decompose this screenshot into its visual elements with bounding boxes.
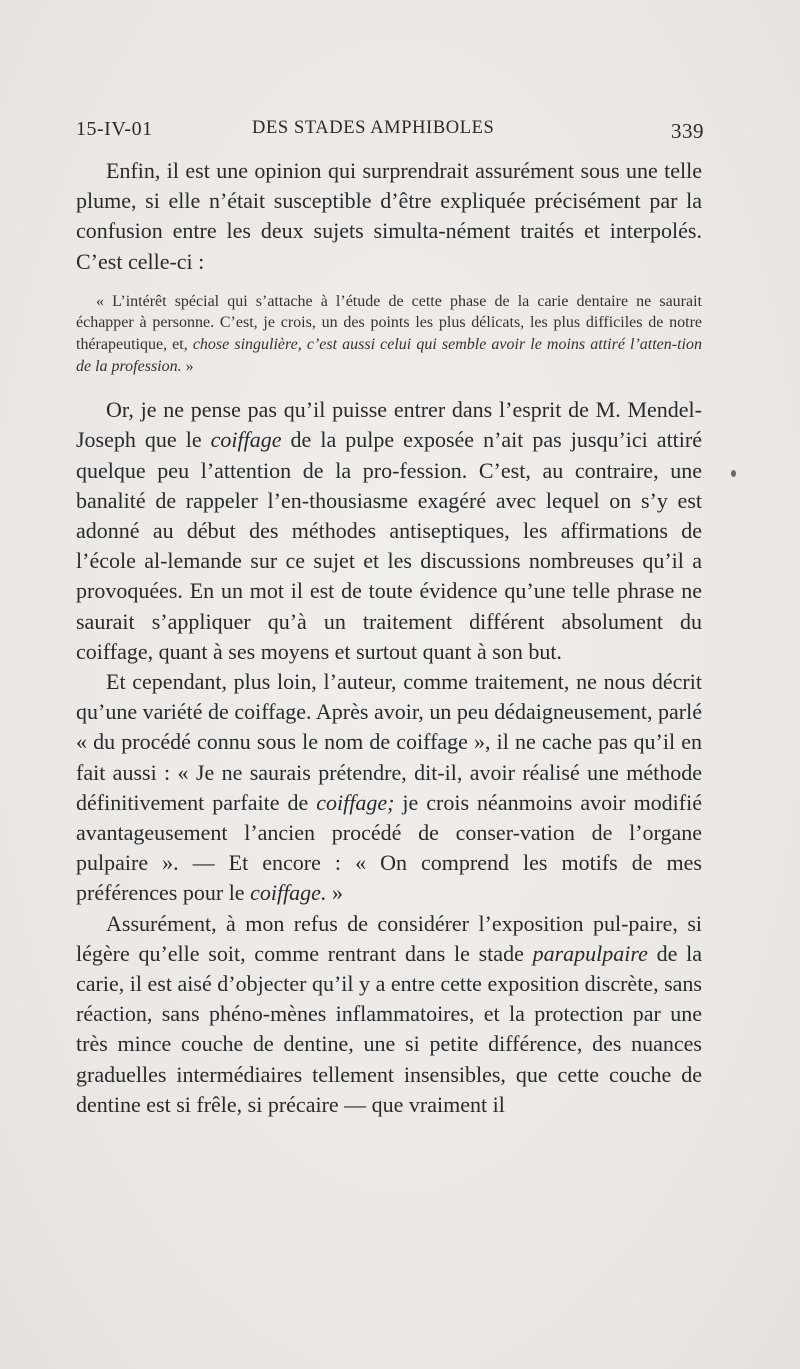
paragraph-4-text-b: de la carie, il est aisé d’objecter qu’il y a entre cette exposition discrète, sans réaction, sans phéno-mènes inflammatoires, et la protection par une très mince couche de dentine, une si petite différence, des nuances graduelles intermédiaires tellement insensibles, que cette couche de dentine est si frêle, si précaire — que vraiment il: [76, 940, 702, 1117]
quote-emphasis: chose singulière, c’est aussi celui qui semble avoir le moins attiré l’atten-tion de la profession.: [76, 336, 703, 375]
paragraph-2-emphasis: coiffage: [210, 427, 282, 453]
quote-text-b: »: [181, 357, 194, 375]
paragraph-2-text-b: de la pulpe exposée n’ait pas jusqu’ici attiré quelque peu l’attention de la pro-fession. C’est, au contraire, une banalité de rappeler l’en-thousiasme exagéré avec lequel on s’y est adonné au début des méthodes antiseptiques, les affirmations de l’école al-lemande sur ce sujet et les discussions nombreuses qu’il a provoquées. En un mot il est de toute évidence qu’une telle phrase ne saurait s’appliquer qu’à un traitement différent absolument du coiffage, quant à ses moyens et surtout quant à son but.: [76, 427, 702, 664]
paragraph-3: [76, 667, 702, 909]
paragraph-1-text: Enfin, il est une opinion qui surprendrait assurément sous une telle plume, si elle n’était susceptible d’être expliquée précisément par la confusion entre les deux sujets simulta-nément traités et interpolés. C’est celle-ci :: [76, 158, 702, 274]
running-title: DES STADES AMPHIBOLES: [252, 118, 495, 138]
ink-speck: [731, 470, 736, 477]
paragraph-4-text-a: Assurément, à mon refus de considérer l’exposition pul-paire, si légère qu’elle soit, comme rentrant dans le stade: [76, 910, 702, 966]
page-body: [76, 156, 702, 1120]
quote-text-a: « L’intérêt spécial qui s’attache à l’étude de cette phase de la carie dentaire ne saurait échapper à personne. C’est, je crois, un des points les plus délicats, les plus difficiles de notre thérapeutique, et,: [76, 292, 702, 353]
paragraph-3-emphasis-2: coiffage.: [250, 880, 327, 906]
page-header: [76, 118, 704, 148]
paragraph-1: [76, 156, 702, 277]
paragraph-3-text-a: Et cependant, plus loin, l’auteur, comme traitement, ne nous décrit qu’une variété de coiffage. Après avoir, un peu dédaigneusement, parlé « du procédé connu sous le nom de coiffage », il ne cache pas qu’il en fait aussi : « Je ne saurais prétendre, dit-il, avoir réalisé une méthode définitivement parfaite de: [76, 669, 702, 815]
paragraph-2: [76, 395, 702, 667]
block-quote: [76, 291, 702, 377]
paragraph-3-text-b: je crois néanmoins avoir modifié avantageusement l’ancien procédé de conser-vation de l’organe pulpaire ». — Et encore : « On comprend les motifs de mes préférences pour le: [76, 789, 702, 906]
paragraph-3-emphasis-1: coiffage;: [316, 789, 395, 815]
paragraph-4: [76, 909, 702, 1120]
page-number: 339: [671, 119, 704, 143]
paragraph-2-text-a: Or, je ne pense pas qu’il puisse entrer dans l’esprit de M. Mendel-Joseph que le: [76, 397, 702, 453]
paragraph-3-text-c: »: [326, 880, 343, 906]
paragraph-4-emphasis: parapulpaire: [532, 940, 648, 966]
folio-date: 15-IV-01: [76, 118, 153, 140]
